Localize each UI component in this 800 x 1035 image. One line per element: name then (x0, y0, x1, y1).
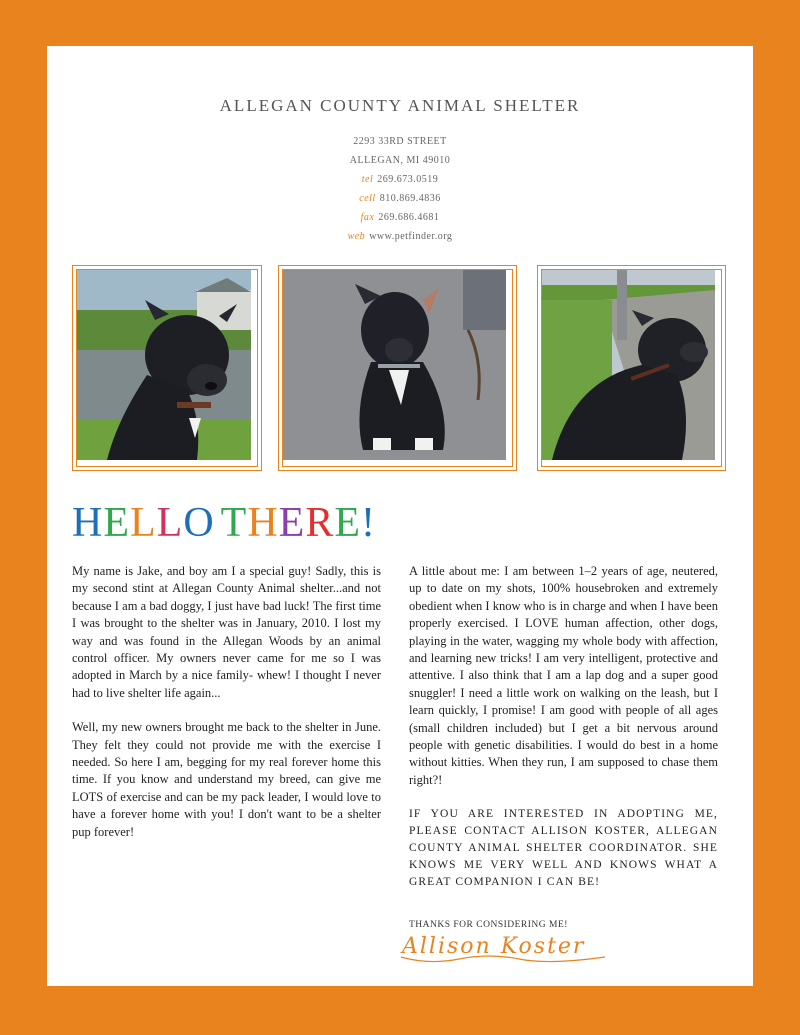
fax-number: 269.686.4681 (378, 212, 440, 223)
story-paragraph-2: Well, my new owners brought me back to the shelter in June. They felt they could not provide me with the exercise I needed. So here I am, begging for my real forever home this time. If you know and understand my breed, can give me LOTS of exercise and can be my pack leader, I would love to have a forever home with you! I don't want to be a shelter pup forever! (72, 720, 381, 839)
story-paragraph-1: My name is Jake, and boy am I a special guy! Sadly, this is my second stint at Allegan County Animal shelter...and not because I am a bad doggy, I just have bad luck! The first time I was brought to the shelter was in January, 2010. I lost my way and was found in the Allegan Woods by an animal control officer. My owners never came for me so I was adopted in March by a nice family- whew! I thought I never had to live shelter life again... (72, 564, 381, 700)
dog-photo-1 (72, 265, 262, 471)
headline-letter: E (278, 500, 306, 546)
hello-there-headline (72, 499, 376, 547)
street-address: 2293 33RD STREET (353, 136, 447, 147)
headline-letter: O (183, 500, 215, 546)
dog-photo-sitting-indoor (282, 269, 513, 467)
dog-photo-3 (537, 265, 726, 471)
dog-photo-3-image (542, 270, 715, 460)
web-line (47, 227, 753, 246)
cell-label: cell (359, 193, 376, 204)
headline-letter: E (103, 500, 130, 546)
story-left-column (72, 563, 381, 858)
headline-letter: E (334, 500, 361, 546)
tel-label: tel (361, 174, 374, 185)
flyer-page (47, 46, 753, 986)
headline-letter: H (72, 500, 104, 546)
headline-letter: L (156, 500, 184, 546)
dog-photo-outdoor-grass (76, 269, 258, 467)
organization-title: ALLEGAN COUNTY ANIMAL SHELTER (219, 96, 581, 115)
telephone-line (47, 170, 753, 189)
dog-photo-2-image (283, 270, 506, 460)
contact-block (47, 132, 753, 246)
headline-letter: R (305, 500, 335, 546)
fax-line (47, 208, 753, 227)
headline-letter: ! (360, 500, 376, 546)
story-right-column (409, 563, 718, 908)
adoption-contact-paragraph: IF YOU ARE INTERESTED IN ADOPTING ME, PLEASE CONTACT ALLISON KOSTER, ALLEGAN COUNTY ANIMAL SHELTER COORDINATOR. SHE KNOWS ME VERY WELL AND KNOWS WHAT A GREAT COMPANION I CAN BE! (409, 808, 718, 889)
dog-photo-1-image (77, 270, 251, 460)
cell-line (47, 189, 753, 208)
web-address: www.petfinder.org (369, 231, 453, 242)
dog-photo-outdoor-path (541, 269, 722, 467)
cell-number: 810.869.4836 (379, 193, 441, 204)
signature-flourish (399, 951, 609, 965)
thanks-line: THANKS FOR CONSIDERING ME! (409, 920, 568, 930)
web-label: web (347, 231, 366, 242)
headline-letter: T (220, 500, 248, 546)
city-state-zip: ALLEGAN, MI 49010 (349, 155, 451, 166)
headline-letter: H (247, 500, 279, 546)
tel-number: 269.673.0519 (377, 174, 439, 185)
dog-photo-2 (278, 265, 517, 471)
signature: Allison Koster (402, 934, 586, 959)
about-me-paragraph: A little about me: I am between 1–2 years of age, neutered, up to date on my shots, 100% housebroken and extremely obedient when I know who is in charge and when I have been properly exercised. I LOVE human affection, other dogs, playing in the water, wagging my whole body with affection, and learning new tricks! I am very intelligent, protective and attentive. I also think that I am a lap dog and a super good snuggler! I need a little work on walking on the leash, but I learn quickly, I promise! I am good with people of all ages (small children included) but I get a bit nervous around people with genetic disabilities. I would do best in a home without kitties. When they run, I am supposed to chase them right?! (409, 564, 718, 787)
headline-letter: L (130, 500, 157, 546)
fax-label: fax (360, 212, 375, 223)
